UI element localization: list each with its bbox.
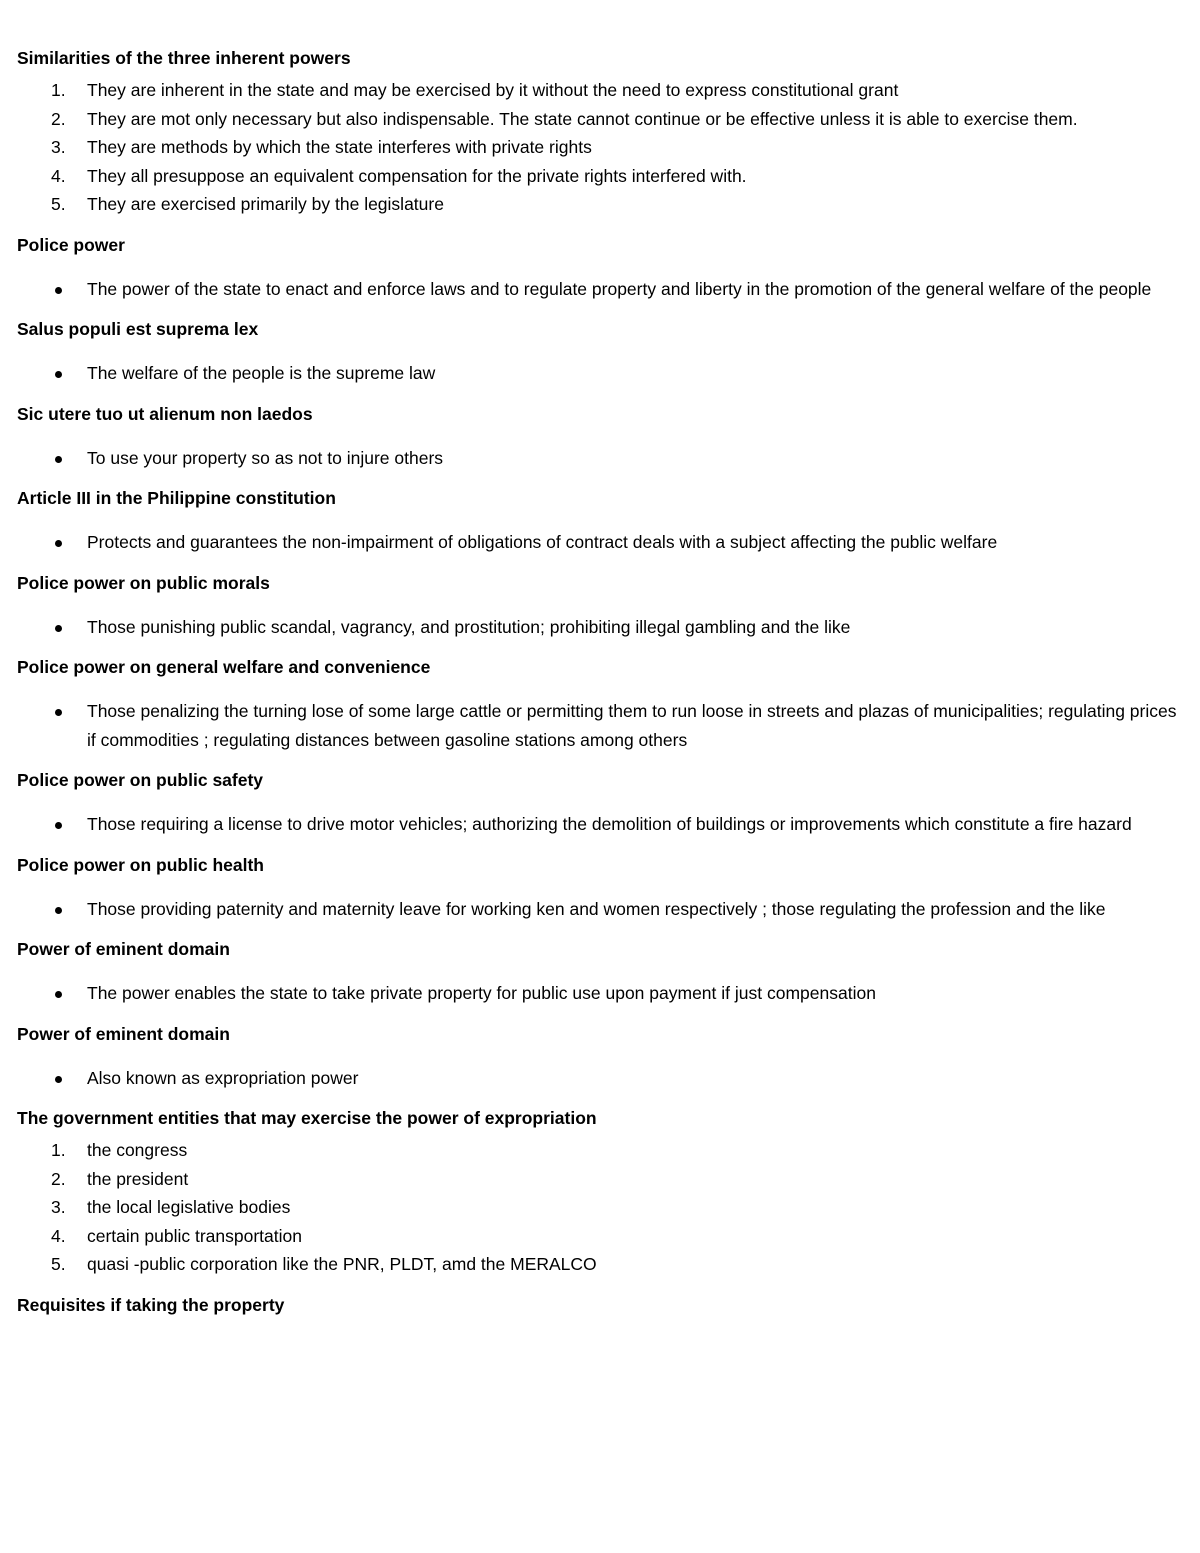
list-item-text: the president <box>87 1168 189 1189</box>
section-heading: Police power <box>17 234 125 255</box>
numbered-list <box>17 76 1187 219</box>
section-heading: Similarities of the three inherent powers <box>17 48 351 68</box>
list-item-text: They are exercised primarily by the legislature <box>87 194 444 214</box>
list-number: 1. <box>51 1140 66 1160</box>
list-item <box>17 76 1187 105</box>
bullet-list <box>17 895 1187 924</box>
bullet-list <box>17 697 1187 754</box>
section-heading: Salus populi est suprema lex <box>17 319 259 339</box>
list-item-text: quasi -public corporation like the PNR, PLDT, amd the MERALCO <box>87 1254 597 1274</box>
bullet-list <box>17 444 1187 473</box>
bullet-list <box>17 979 1187 1008</box>
section-heading: The government entities that may exercise the power of expropriation <box>17 1108 597 1128</box>
list-item <box>17 1193 1187 1222</box>
list-number: 2. <box>51 108 66 129</box>
list-item-text: To use your property so as not to injure others <box>87 447 444 468</box>
list-item <box>17 105 1187 134</box>
list-item-text: Those penalizing the turning lose of some large cattle or permitting them to run loose in streets and plazas of municipalities; regulating prices if commodities ; regulating distances between gasoline stations among others <box>87 701 1177 750</box>
list-item-text: the local legislative bodies <box>87 1197 291 1217</box>
bullet-icon <box>55 709 62 716</box>
list-item-text: Also known as expropriation power <box>87 1067 359 1088</box>
list-item <box>17 1250 1187 1279</box>
list-number: 3. <box>51 1197 66 1217</box>
bullet-icon <box>55 540 62 547</box>
bullet-icon <box>55 991 62 998</box>
list-item-text: Those providing paternity and maternity leave for working ken and women respectively ; those regulating the profession and the like <box>87 898 1106 919</box>
list-number: 4. <box>51 165 66 186</box>
section-heading: Police power on public morals <box>17 572 270 593</box>
section-heading: Power of eminent domain <box>17 1023 230 1044</box>
list-item <box>17 162 1187 191</box>
list-item <box>17 1064 1187 1093</box>
list-item-text: Those punishing public scandal, vagrancy, and prostitution; prohibiting illegal gambling and the like <box>87 616 851 637</box>
bullet-icon <box>55 371 62 378</box>
list-item <box>17 1136 1187 1165</box>
list-item <box>17 1222 1187 1251</box>
list-number: 2. <box>51 1168 66 1189</box>
list-item-text: certain public transportation <box>87 1225 302 1246</box>
list-item-text: the congress <box>87 1140 188 1160</box>
document-page <box>17 44 1187 1319</box>
list-item <box>17 275 1187 304</box>
section-heading: Requisites if taking the property <box>17 1294 285 1315</box>
numbered-list <box>17 1136 1187 1279</box>
bullet-list <box>17 528 1187 557</box>
list-item <box>17 895 1187 924</box>
list-item-text: They all presuppose an equivalent compensation for the private rights interfered with. <box>87 165 747 186</box>
list-item <box>17 1165 1187 1194</box>
bullet-icon <box>55 287 62 294</box>
list-item <box>17 444 1187 473</box>
list-number: 5. <box>51 194 66 214</box>
list-item-text: They are inherent in the state and may be exercised by it without the need to express constitutional grant <box>87 80 899 100</box>
section-heading: Police power on public health <box>17 854 264 875</box>
bullet-icon <box>55 1076 62 1083</box>
list-number: 3. <box>51 137 66 157</box>
list-item-text: They are mot only necessary but also indispensable. The state cannot continue or be effective unless it is able to exercise them. <box>87 108 1078 129</box>
bullet-icon <box>55 456 62 463</box>
list-item-text: They are methods by which the state interferes with private rights <box>87 137 592 157</box>
section-heading: Police power on public safety <box>17 770 264 790</box>
list-number: 4. <box>51 1225 66 1246</box>
list-item <box>17 810 1187 839</box>
bullet-icon <box>55 822 62 829</box>
list-item-text: The power of the state to enact and enforce laws and to regulate property and liberty in the promotion of the general welfare of the people <box>87 278 1152 299</box>
bullet-list <box>17 810 1187 839</box>
list-item-text: The power enables the state to take private property for public use upon payment if just compensation <box>87 983 876 1003</box>
list-item <box>17 190 1187 219</box>
list-item <box>17 697 1187 754</box>
section-heading: Police power on general welfare and convenience <box>17 657 431 677</box>
list-item <box>17 613 1187 642</box>
section-heading: Power of eminent domain <box>17 939 230 959</box>
bullet-list <box>17 275 1187 304</box>
list-item-text: The welfare of the people is the supreme law <box>87 363 436 383</box>
list-item <box>17 528 1187 557</box>
section-heading: Article III in the Philippine constitution <box>17 488 336 508</box>
bullet-list <box>17 359 1187 388</box>
bullet-icon <box>55 625 62 632</box>
bullet-list <box>17 1064 1187 1093</box>
list-item-text: Those requiring a license to drive motor vehicles; authorizing the demolition of buildings or improvements which constitute a fire hazard <box>87 814 1132 834</box>
list-number: 1. <box>51 80 66 100</box>
bullet-list <box>17 613 1187 642</box>
list-item-text: Protects and guarantees the non-impairment of obligations of contract deals with a subject affecting the public welfare <box>87 532 998 552</box>
list-item <box>17 979 1187 1008</box>
section-heading: Sic utere tuo ut alienum non laedos <box>17 403 313 424</box>
bullet-icon <box>55 907 62 914</box>
list-item <box>17 133 1187 162</box>
list-item <box>17 359 1187 388</box>
list-number: 5. <box>51 1254 66 1274</box>
